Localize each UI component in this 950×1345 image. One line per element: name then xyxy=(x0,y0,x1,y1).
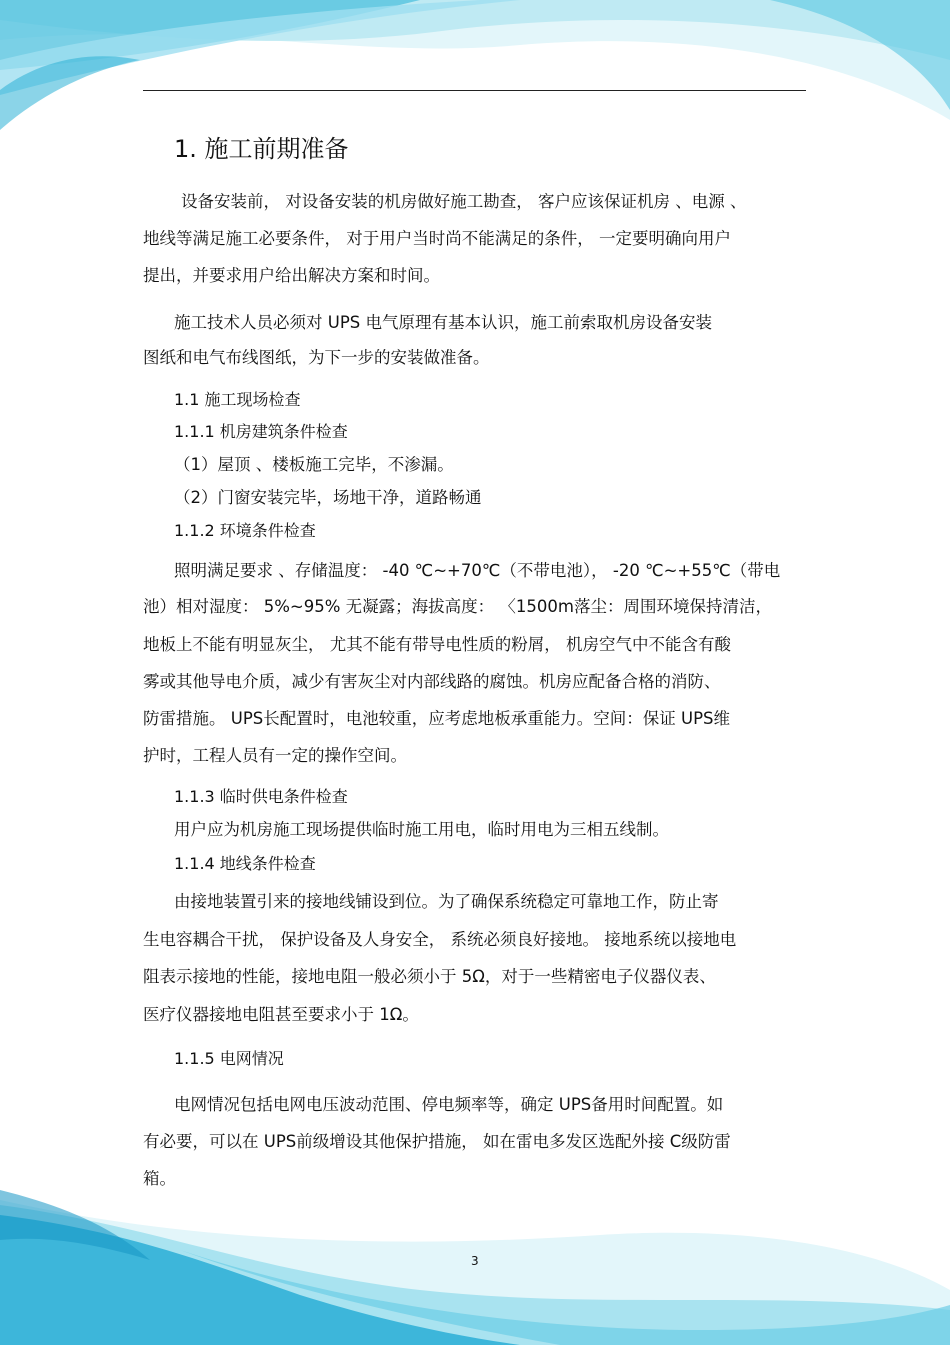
paragraph-6-line-1: 电网情况包括电网电压波动范围、停电频率等，确定 UPS备用时间配置。如 xyxy=(174,1095,724,1114)
paragraph-3-line-2: 池）相对湿度： 5%~95% 无凝露；海拔高度： 〈1500m落尘：周围环境保持清洁， xyxy=(143,597,772,616)
paragraph-3-line-6: 护时，工程人员有一定的操作空间。 xyxy=(143,746,407,765)
paragraph-1-line-2: 地线等满足施工必要条件， 对于用户当时尚不能满足的条件， 一定要明确向用户 xyxy=(143,229,731,248)
paragraph-5-line-1: 由接地装置引来的接地线铺设到位。为了确保系统稳定可靠地工作，防止寄 xyxy=(174,892,719,911)
page-number: 3 xyxy=(471,1254,479,1268)
subsection-1-1-4: 1.1.4 地线条件检查 xyxy=(174,854,316,873)
paragraph-5-line-2: 生电容耦合干扰， 保护设备及人身安全， 系统必须良好接地。 接地系统以接地电 xyxy=(143,930,737,949)
subsection-1-1-3: 1.1.3 临时供电条件检查 xyxy=(174,787,348,806)
subsection-1-1: 1.1 施工现场检查 xyxy=(174,390,301,409)
paragraph-5-line-4: 医疗仪器接地电阻甚至要求小于 1Ω。 xyxy=(143,1005,419,1024)
list-item-1: （1）屋顶 、楼板施工完毕，不渗漏。 xyxy=(174,455,454,474)
paragraph-1-line-3: 提出，并要求用户给出解决方案和时间。 xyxy=(143,266,440,285)
subsection-1-1-5: 1.1.5 电网情况 xyxy=(174,1049,284,1068)
paragraph-1-line-1: 设备安装前， 对设备安装的机房做好施工勘查， 客户应该保证机房 、电源 、 xyxy=(181,192,747,211)
list-item-2: （2）门窗安装完毕，场地干净，道路畅通 xyxy=(174,488,482,507)
paragraph-3-line-4: 雾或其他导电介质，减少有害灰尘对内部线路的腐蚀。机房应配备合格的消防、 xyxy=(143,672,721,691)
subsection-1-1-2: 1.1.2 环境条件检查 xyxy=(174,521,316,540)
paragraph-6-line-3: 箱。 xyxy=(143,1169,176,1188)
paragraph-3-line-5: 防雷措施。 UPS长配置时，电池较重，应考虑地板承重能力。空间：保证 UPS维 xyxy=(143,709,730,728)
paragraph-6-line-2: 有必要，可以在 UPS前级增设其他保护措施， 如在雷电多发区选配外接 C级防雷 xyxy=(143,1132,731,1151)
paragraph-2-line-2: 图纸和电气布线图纸，为下一步的安装做准备。 xyxy=(143,348,490,367)
paragraph-5-line-3: 阻表示接地的性能，接地电阻一般必须小于 5Ω，对于一些精密电子仪器仪表、 xyxy=(143,967,716,986)
paragraph-4: 用户应为机房施工现场提供临时施工用电，临时用电为三相五线制。 xyxy=(174,820,669,839)
paragraph-2-line-1: 施工技术人员必须对 UPS 电气原理有基本认识，施工前索取机房设备安装 xyxy=(174,313,712,332)
paragraph-3-line-1: 照明满足要求 、存储温度： -40 ℃~+70℃（不带电池）， -20 ℃~+55℃（带电 xyxy=(174,561,781,580)
paragraph-3-line-3: 地板上不能有明显灰尘， 尤其不能有带导电性质的粉屑， 机房空气中不能含有酸 xyxy=(143,635,731,654)
section-heading: 1. 施工前期准备 xyxy=(174,135,349,163)
subsection-1-1-1: 1.1.1 机房建筑条件检查 xyxy=(174,422,348,441)
